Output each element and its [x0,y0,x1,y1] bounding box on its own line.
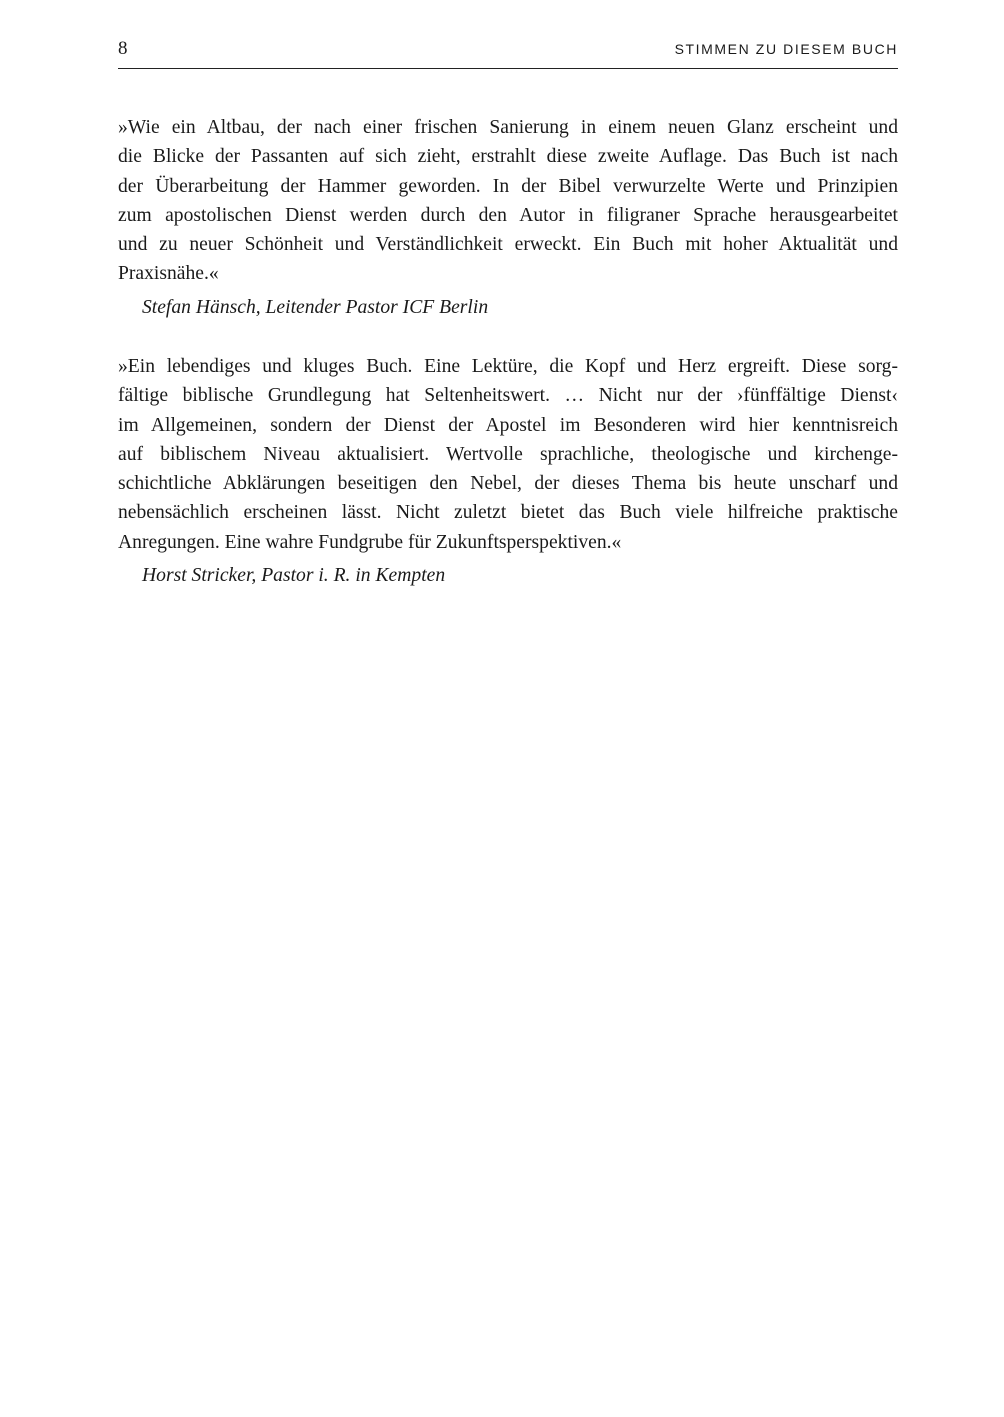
quote-line: nebensächlich erscheinen lässt. Nicht zuletzt bietet das Buch viele hilfreiche praktische [118,502,898,524]
quote-line: auf biblischem Niveau aktualisiert. Wertvolle sprachliche, theologische und kirchenge- [118,443,898,465]
quote-line: und zu neuer Schönheit und Verständlichkeit erweckt. Ein Buch mit hoher Aktualität und [118,234,898,256]
quote-line: Anregungen. Eine wahre Fundgrube für Zukunftsperspektiven.« [118,531,622,553]
testimonial-quote [118,113,898,289]
page-number: 8 [118,38,128,59]
quote-line: fältige biblische Grundlegung hat Seltenheitswert. … Nicht nur der ›fünffältige Dienst‹ [118,385,898,407]
quote-line: »Wie ein Altbau, der nach einer frischen Sanierung in einem neuen Glanz erscheint und [118,117,898,138]
quote-line: der Überarbeitung der Hammer geworden. In der Bibel verwurzelte Werte und Prinzipien [118,175,898,197]
quote-line: Praxisnähe.« [118,263,219,285]
running-head [118,36,898,69]
quote-line: schichtliche Abklärungen beseitigen den Nebel, der dieses Thema bis heute unscharf und [118,473,898,495]
quote-line: die Blicke der Passanten auf sich zieht, erstrahlt diese zweite Auflage. Das Buch ist nach [118,146,898,168]
quote-line: zum apostolischen Dienst werden durch den Autor in filigraner Sprache herausgearbeitet [118,204,898,226]
testimonial-stricker [118,352,898,590]
testimonial-quote [118,352,898,557]
testimonial-hansch [118,113,898,322]
quote-line: »Ein lebendiges und kluges Buch. Eine Lektüre, die Kopf und Herz ergreift. Diese sorg- [118,356,898,377]
book-page [118,0,898,1417]
section-title: STIMMEN ZU DIESEM BUCH [674,41,898,57]
testimonial-attribution: Horst Stricker, Pastor i. R. in Kempten [142,565,446,587]
quote-line: im Allgemeinen, sondern der Dienst der Apostel im Besonderen wird hier kenntnisreich [118,414,898,436]
testimonial-attribution: Stefan Hänsch, Leitender Pastor ICF Berlin [142,296,489,318]
